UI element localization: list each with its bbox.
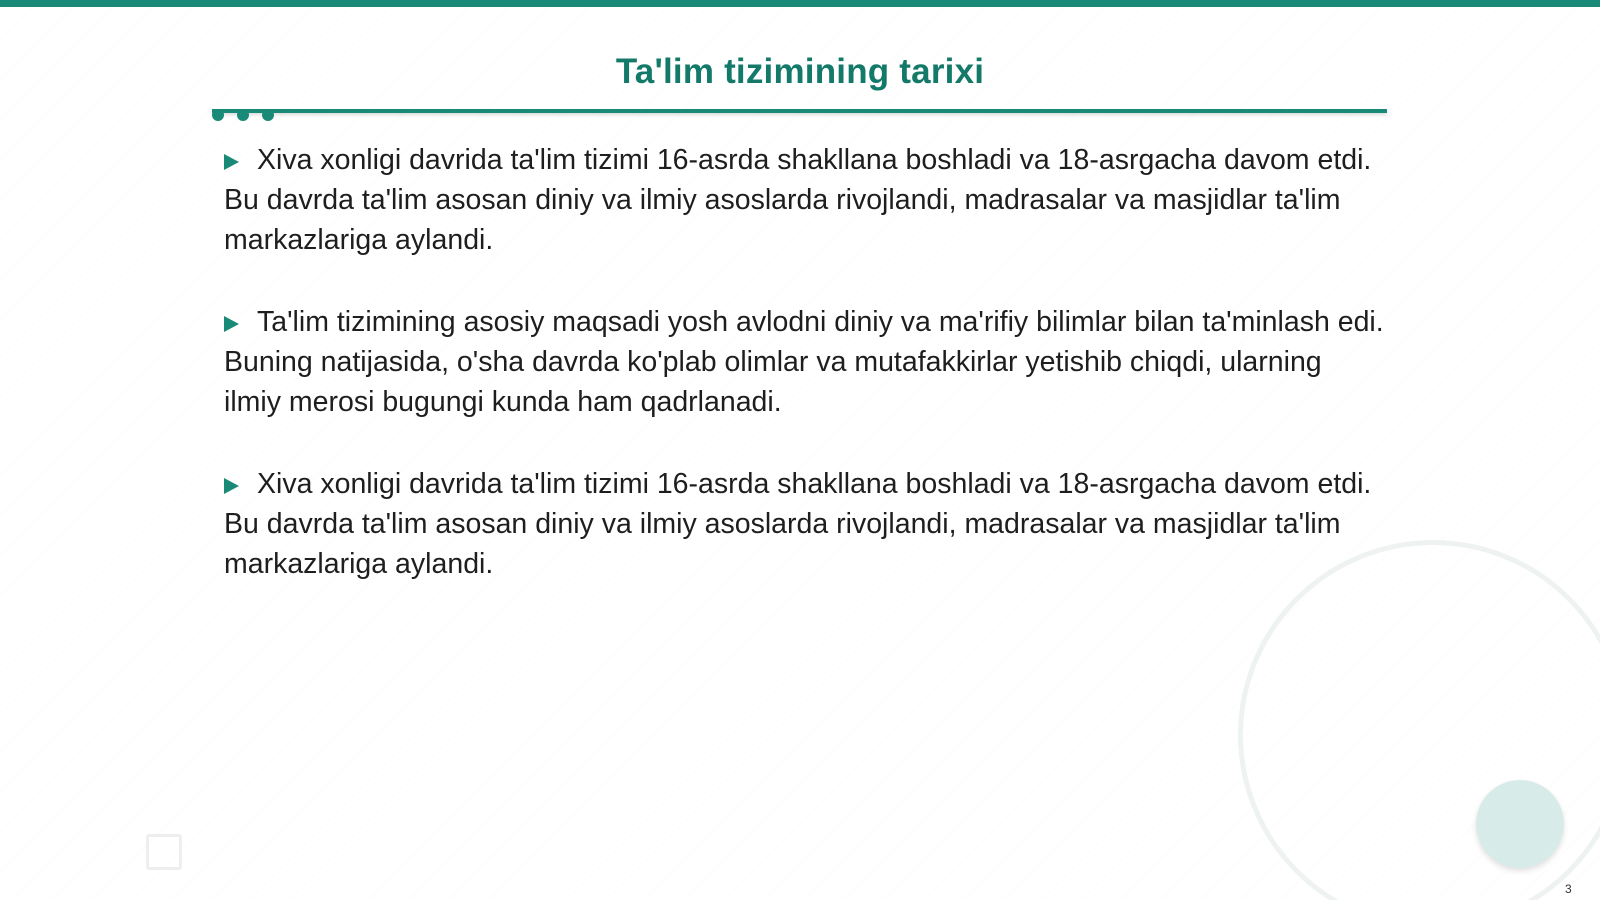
slide-title: Ta'lim tizimining tarixi — [615, 52, 985, 91]
bullet-list — [224, 140, 1384, 626]
decorative-square — [146, 834, 182, 870]
decorative-dot — [212, 109, 224, 121]
bullet-text: Xiva xonligi davrida ta'lim tizimi 16-asrda shakllana boshladi va 18-asrgacha davom etdi. Bu davrda ta'lim asosan diniy va ilmiy asoslarda rivojlandi, madrasalar va masjidlar ta'lim markazlariga aylandi. — [224, 468, 1372, 580]
decorative-dot — [262, 109, 274, 121]
underline-dots — [212, 113, 274, 127]
decorative-dot — [237, 109, 249, 121]
bullet-paragraph-3 — [224, 464, 1384, 584]
bullet-paragraph-1 — [224, 140, 1384, 260]
top-accent-bar — [0, 0, 1600, 7]
triangle-right-icon — [224, 154, 239, 170]
decorative-circle — [1476, 780, 1564, 868]
page-number: 3 — [1565, 882, 1572, 896]
triangle-right-icon — [224, 316, 239, 332]
bullet-text: Ta'lim tizimining asosiy maqsadi yosh avlodni diniy va ma'rifiy bilimlar bilan ta'minlash edi. Buning natijasida, o'sha davrda ko'plab olimlar va mutafakkirlar yetishib chiqdi, ularning ilmiy merosi bugungi kunda ham qadrlanadi. — [224, 306, 1384, 418]
title-underline — [212, 109, 1387, 113]
triangle-right-icon — [224, 478, 239, 494]
bullet-text: Xiva xonligi davrida ta'lim tizimi 16-asrda shakllana boshladi va 18-asrgacha davom etdi. Bu davrda ta'lim asosan diniy va ilmiy asoslarda rivojlandi, madrasalar va masjidlar ta'lim markazlariga aylandi. — [224, 144, 1372, 256]
bullet-paragraph-2 — [224, 302, 1384, 422]
